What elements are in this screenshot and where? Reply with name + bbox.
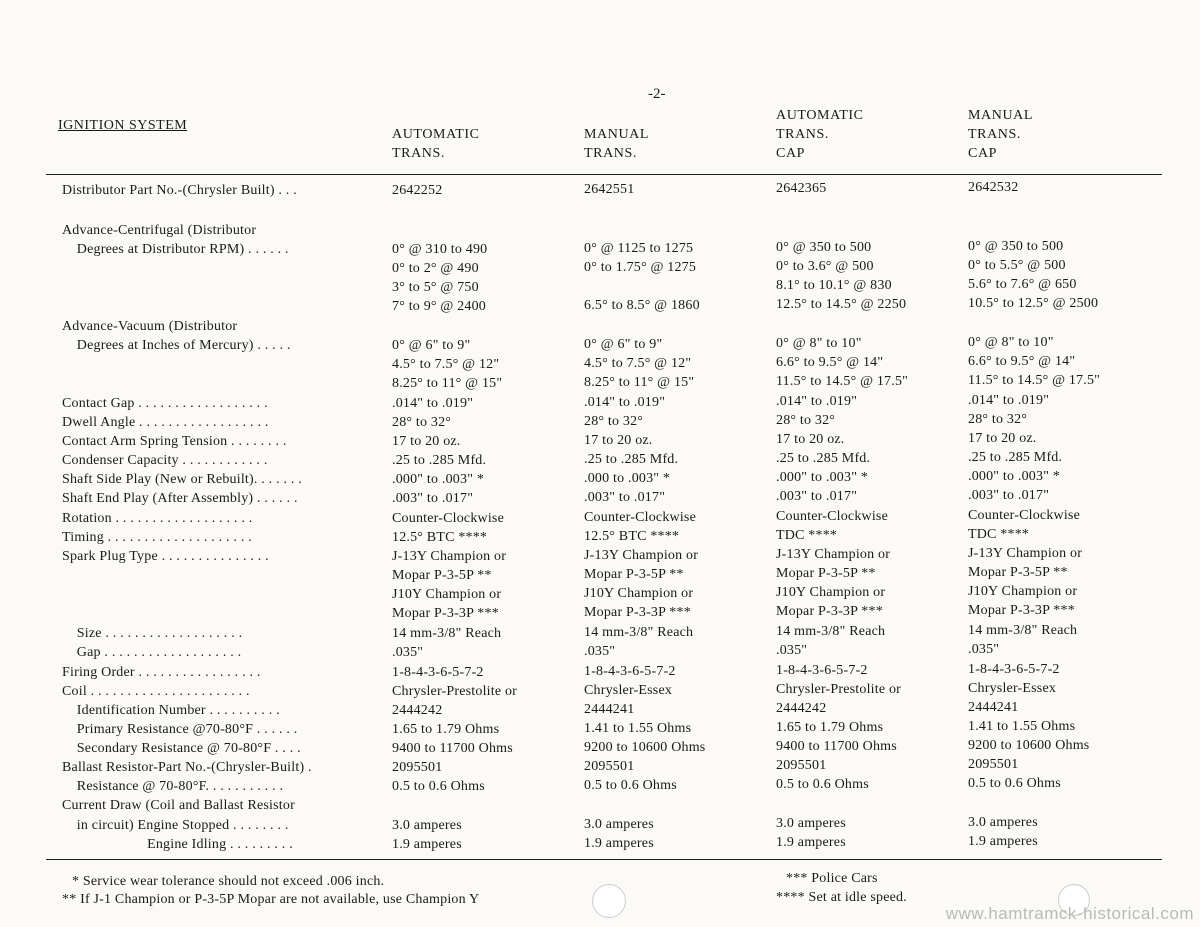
row-value: 14 mm-3/8" Reach	[776, 624, 886, 639]
row-value: 12.5° to 14.5° @ 2250	[776, 297, 907, 312]
row-value: 9200 to 10600 Ohms	[968, 738, 1090, 753]
column-header-line: TRANS.	[776, 127, 829, 142]
row-value: 0° to 2° @ 490	[392, 261, 479, 276]
row-value: .035"	[968, 642, 1000, 657]
row-value: 2444242	[776, 701, 827, 716]
row-value: 3.0 amperes	[584, 817, 654, 832]
row-value: 0.5 to 0.6 Ohms	[392, 779, 485, 794]
row-value: 6.6° to 9.5° @ 14"	[968, 354, 1076, 369]
row-value: 17 to 20 oz.	[392, 434, 461, 449]
row-value: J10Y Champion or	[776, 585, 886, 600]
row-value: Mopar P-3-5P **	[392, 568, 492, 583]
row-value: .25 to .285 Mfd.	[776, 451, 871, 466]
row-value: Mopar P-3-3P ***	[584, 605, 691, 620]
row-value: J10Y Champion or	[968, 584, 1078, 599]
row-value: 0.5 to 0.6 Ohms	[968, 776, 1061, 791]
row-label: Advance-Vacuum (Distributor	[62, 319, 238, 334]
row-value: 1-8-4-3-6-5-7-2	[776, 663, 868, 678]
row-value: 0° @ 350 to 500	[776, 240, 872, 255]
row-value: .014" to .019"	[776, 394, 858, 409]
row-label: Primary Resistance @70-80°F . . . . . .	[62, 722, 298, 737]
row-value: .000 to .003" *	[584, 471, 671, 486]
row-value: 7° to 9° @ 2400	[392, 299, 486, 314]
row-value: 1-8-4-3-6-5-7-2	[392, 665, 484, 680]
row-value: 28° to 32°	[584, 414, 644, 429]
column-header-line: CAP	[776, 146, 806, 161]
row-value: .003" to .017"	[392, 491, 474, 506]
row-value: 4.5° to 7.5° @ 12"	[392, 357, 500, 372]
row-value: 8.1° to 10.1° @ 830	[776, 278, 892, 293]
row-value: .25 to .285 Mfd.	[584, 452, 679, 467]
row-value: Chrysler-Prestolite or	[776, 682, 902, 697]
row-value: 0.5 to 0.6 Ohms	[584, 778, 677, 793]
row-value: 28° to 32°	[392, 415, 452, 430]
row-value: 4.5° to 7.5° @ 12"	[584, 356, 692, 371]
row-value: 9400 to 11700 Ohms	[776, 739, 897, 754]
row-value: 6.6° to 9.5° @ 14"	[776, 355, 884, 370]
page-number: -2-	[648, 86, 666, 102]
row-value: .014" to .019"	[968, 393, 1050, 408]
row-value: 1-8-4-3-6-5-7-2	[968, 662, 1060, 677]
row-value: 11.5° to 14.5° @ 17.5"	[968, 373, 1101, 388]
row-label: Degrees at Inches of Mercury) . . . . .	[62, 338, 291, 353]
column-header-line: TRANS.	[584, 146, 637, 161]
row-value: 11.5° to 14.5° @ 17.5"	[776, 374, 909, 389]
punch-hole-icon	[592, 884, 626, 918]
column-header	[392, 125, 480, 163]
row-value: 17 to 20 oz.	[776, 432, 845, 447]
column-header-line: TRANS.	[968, 127, 1021, 142]
row-value: .000" to .003" *	[776, 470, 869, 485]
row-label: Dwell Angle . . . . . . . . . . . . . . . . . .	[62, 415, 269, 430]
row-value: 0° to 5.5° @ 500	[968, 258, 1066, 273]
row-label: Engine Idling . . . . . . . . .	[62, 837, 293, 852]
footer-rule	[46, 859, 1162, 860]
row-value: 5.6° to 7.6° @ 650	[968, 277, 1077, 292]
row-value: TDC ****	[776, 528, 838, 543]
row-value: 3.0 amperes	[392, 818, 462, 833]
column-header	[968, 106, 1033, 163]
row-label: Contact Gap . . . . . . . . . . . . . . . . . .	[62, 396, 268, 411]
row-value: 0° to 3.6° @ 500	[776, 259, 874, 274]
row-value: Chrysler-Prestolite or	[392, 684, 518, 699]
column-header-line: MANUAL	[968, 108, 1034, 123]
row-value: Mopar P-3-5P **	[968, 565, 1068, 580]
row-value: Counter-Clockwise	[968, 508, 1080, 523]
row-value: Mopar P-3-3P ***	[392, 606, 499, 621]
row-value: 1-8-4-3-6-5-7-2	[584, 664, 676, 679]
row-label: in circuit) Engine Stopped . . . . . . . .	[62, 818, 289, 833]
row-value: .25 to .285 Mfd.	[968, 450, 1063, 465]
column-header-line: CAP	[968, 146, 998, 161]
row-label: Gap . . . . . . . . . . . . . . . . . . .	[62, 645, 242, 660]
row-value: 0° @ 1125 to 1275	[584, 241, 694, 256]
footnote-1: * Service wear tolerance should not exceed .006 inch.	[72, 874, 385, 889]
row-value: 2642532	[968, 180, 1019, 195]
row-value: 3.0 amperes	[968, 815, 1038, 830]
row-value: 14 mm-3/8" Reach	[584, 625, 694, 640]
row-value: 1.9 amperes	[968, 834, 1038, 849]
row-value: .014" to .019"	[392, 396, 474, 411]
row-value: 2095501	[776, 758, 827, 773]
row-label: Resistance @ 70-80°F. . . . . . . . . . .	[62, 779, 284, 794]
footnote-3: *** Police Cars	[786, 871, 878, 886]
row-value: 3.0 amperes	[776, 816, 846, 831]
row-value: 3° to 5° @ 750	[392, 280, 479, 295]
row-value: 6.5° to 8.5° @ 1860	[584, 298, 700, 313]
row-value: 2444241	[968, 700, 1019, 715]
row-value: 2444241	[584, 702, 635, 717]
row-value: J-13Y Champion or	[776, 547, 891, 562]
row-value: 8.25° to 11° @ 15"	[584, 375, 695, 390]
row-value: J-13Y Champion or	[392, 549, 507, 564]
row-label: Coil . . . . . . . . . . . . . . . . . . . . . .	[62, 684, 250, 699]
column-header-line: MANUAL	[584, 127, 650, 142]
row-value: .000" to .003" *	[968, 469, 1061, 484]
row-value: Chrysler-Essex	[968, 681, 1057, 696]
row-value: J10Y Champion or	[584, 586, 694, 601]
column-header	[584, 125, 649, 163]
row-value: 2095501	[584, 759, 635, 774]
row-label: Size . . . . . . . . . . . . . . . . . . .	[62, 626, 243, 641]
row-value: 1.9 amperes	[584, 836, 654, 851]
row-value: 1.41 to 1.55 Ohms	[584, 721, 692, 736]
section-title: IGNITION SYSTEM	[58, 118, 188, 133]
row-value: 2642365	[776, 181, 827, 196]
row-value: Counter-Clockwise	[776, 509, 888, 524]
row-label: Ballast Resistor-Part No.-(Chrysler-Built) .	[62, 760, 312, 775]
row-value: 8.25° to 11° @ 15"	[392, 376, 503, 391]
row-value: Mopar P-3-5P **	[776, 566, 876, 581]
row-label: Shaft End Play (After Assembly) . . . . . .	[62, 491, 298, 506]
row-value: J10Y Champion or	[392, 587, 502, 602]
row-value: .003" to .017"	[584, 490, 666, 505]
header-rule	[46, 174, 1162, 175]
row-value: 1.9 amperes	[392, 837, 462, 852]
row-value: 2095501	[392, 760, 443, 775]
row-value: .014" to .019"	[584, 395, 666, 410]
column-header-line: AUTOMATIC	[392, 127, 480, 142]
row-value: .003" to .017"	[968, 488, 1050, 503]
row-value: 0° @ 350 to 500	[968, 239, 1064, 254]
row-value: .035"	[776, 643, 808, 658]
row-value: .000" to .003" *	[392, 472, 485, 487]
column-header	[776, 106, 864, 163]
row-value: Mopar P-3-3P ***	[776, 604, 883, 619]
row-value: 0.5 to 0.6 Ohms	[776, 777, 869, 792]
row-label: Distributor Part No.-(Chrysler Built) . . .	[62, 183, 297, 198]
row-label: Spark Plug Type . . . . . . . . . . . . . . .	[62, 549, 269, 564]
row-label: Secondary Resistance @ 70-80°F . . . .	[62, 741, 301, 756]
row-value: 0° @ 310 to 490	[392, 242, 488, 257]
row-value: 1.41 to 1.55 Ohms	[968, 719, 1076, 734]
row-value: 0° @ 6" to 9"	[584, 337, 663, 352]
row-value: 1.9 amperes	[776, 835, 846, 850]
row-value: 2642551	[584, 182, 635, 197]
row-value: Counter-Clockwise	[584, 510, 696, 525]
row-label: Rotation . . . . . . . . . . . . . . . . . . .	[62, 511, 253, 526]
row-value: 14 mm-3/8" Reach	[392, 626, 502, 641]
row-value: 12.5° BTC ****	[584, 529, 680, 544]
column-header-line: AUTOMATIC	[776, 108, 864, 123]
row-value: 9200 to 10600 Ohms	[584, 740, 706, 755]
row-label: Identification Number . . . . . . . . . .	[62, 703, 280, 718]
row-value: 2095501	[968, 757, 1019, 772]
row-value: 0° @ 8" to 10"	[776, 336, 862, 351]
row-value: 9400 to 11700 Ohms	[392, 741, 513, 756]
row-label: Firing Order . . . . . . . . . . . . . . . . .	[62, 665, 261, 680]
row-label: Condenser Capacity . . . . . . . . . . . .	[62, 453, 268, 468]
row-label: Degrees at Distributor RPM) . . . . . .	[62, 242, 289, 257]
row-value: .035"	[584, 644, 616, 659]
row-value: 28° to 32°	[776, 413, 836, 428]
row-label: Current Draw (Coil and Ballast Resistor	[62, 798, 295, 813]
row-value: 0° @ 6" to 9"	[392, 338, 471, 353]
row-value: 0° to 1.75° @ 1275	[584, 260, 697, 275]
row-value: 28° to 32°	[968, 412, 1028, 427]
row-value: 12.5° BTC ****	[392, 530, 488, 545]
row-value: TDC ****	[968, 527, 1030, 542]
row-value: Mopar P-3-3P ***	[968, 603, 1075, 618]
row-value: J-13Y Champion or	[584, 548, 699, 563]
row-value: 2444242	[392, 703, 443, 718]
row-value: 2642252	[392, 183, 443, 198]
footnote-2: ** If J-1 Champion or P-3-5P Mopar are not available, use Champion Y	[62, 892, 480, 907]
row-value: Counter-Clockwise	[392, 511, 504, 526]
row-label: Timing . . . . . . . . . . . . . . . . . . . .	[62, 530, 252, 545]
row-value: 0° @ 8" to 10"	[968, 335, 1054, 350]
row-value: 17 to 20 oz.	[584, 433, 653, 448]
row-value: 17 to 20 oz.	[968, 431, 1037, 446]
row-value: 14 mm-3/8" Reach	[968, 623, 1078, 638]
row-value: 1.65 to 1.79 Ohms	[776, 720, 884, 735]
row-label: Advance-Centrifugal (Distributor	[62, 223, 257, 238]
watermark: www.hamtramck-historical.com	[945, 904, 1194, 923]
row-value: Chrysler-Essex	[584, 683, 673, 698]
row-value: 10.5° to 12.5° @ 2500	[968, 296, 1099, 311]
row-label: Shaft Side Play (New or Rebuilt). . . . . . .	[62, 472, 302, 487]
column-header-line: TRANS.	[392, 146, 445, 161]
row-value: Mopar P-3-5P **	[584, 567, 684, 582]
row-value: .035"	[392, 645, 424, 660]
row-label: Contact Arm Spring Tension . . . . . . . .	[62, 434, 287, 449]
row-value: .003" to .017"	[776, 489, 858, 504]
row-value: J-13Y Champion or	[968, 546, 1083, 561]
row-value: .25 to .285 Mfd.	[392, 453, 487, 468]
row-value: 1.65 to 1.79 Ohms	[392, 722, 500, 737]
footnote-4: **** Set at idle speed.	[776, 890, 907, 905]
